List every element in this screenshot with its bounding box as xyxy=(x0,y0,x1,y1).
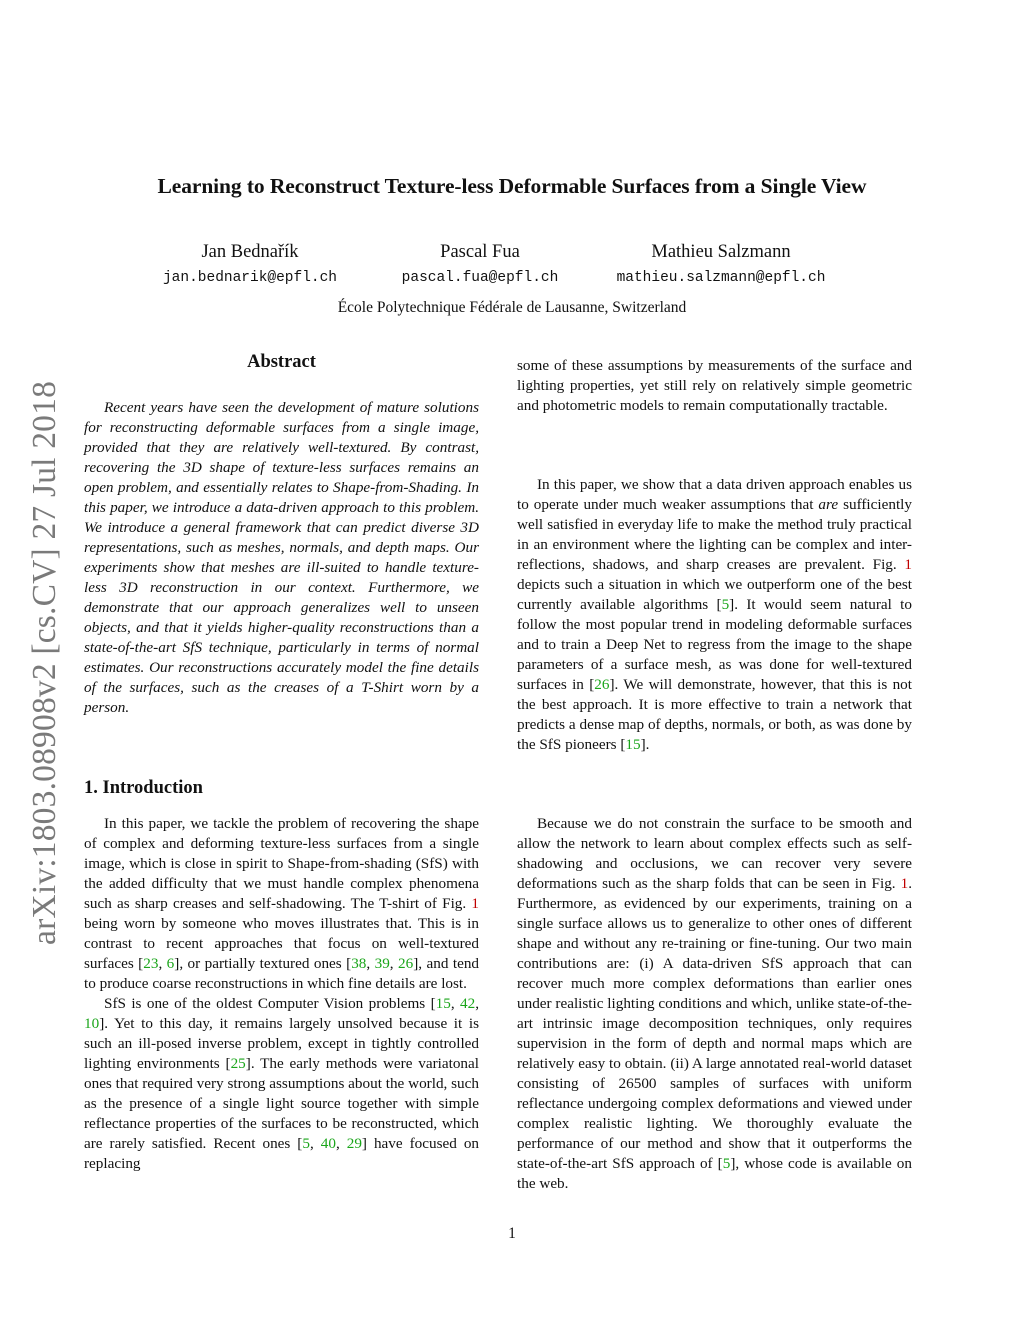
intro-paragraph-5: Because we do not constrain the surface to be smooth and allow the network to learn about complex effects such as self-shadowing and occlusions, we can recover very severe deformations such as the sharp folds that can be seen in Fig. 1. Furthermore, as evidenced by our experiments, training on a single surface allows us to generalize to other ones of different shape and without any re-training or fine-tuning. Our two main contributions are: (i) A data-driven SfS approach that can recover much more complex deformations than earlier ones under realistic lighting conditions and which, unlike state-of-the-art intrinsic image decomposition techniques, only requires supervision in the form of depth and normal maps which are relatively easy to obtain. (ii) A large annotated real-world dataset consisting of 26500 samples of surfaces with uniform reflectance undergoing complex deformations and viewed under complex realistic lighting. We thoroughly evaluate the performance of our method and show that it outperforms the state-of-the-art SfS approach of [5], whose code is available on the web. xyxy=(517,815,912,1192)
citation-ref[interactable]: 26 xyxy=(594,676,610,693)
author-name: Pascal Fua xyxy=(440,242,520,262)
citation-ref[interactable]: 26 xyxy=(398,955,414,972)
affiliation: École Polytechnique Fédérale de Lausanne, Switzerland xyxy=(337,299,687,316)
citation-ref[interactable]: 15 xyxy=(435,995,451,1012)
intro-right-column-middle xyxy=(517,475,912,755)
citation-ref[interactable]: 5 xyxy=(721,596,730,613)
intro-left-column xyxy=(84,814,479,1174)
intro-right-column-top xyxy=(517,356,912,416)
citation-ref[interactable]: 15 xyxy=(625,736,641,753)
intro-paragraph-2: SfS is one of the oldest Computer Vision problems [15, 42, 10]. Yet to this day, it remains largely unsolved because it is such an ill-posed inverse problem, except in tightly controlled lighting environments [25]. The early methods were variatonal ones that required very strong assumptions about the world, such as the presence of a single light source together with simple reflectance properties of the surfaces to be reconstructed, which are rarely satisfied. Recent ones [5, 40, 29] have focused on replacing xyxy=(84,995,480,1172)
intro-right-column-bottom xyxy=(517,814,912,1194)
citation-ref[interactable]: 29 xyxy=(346,1135,362,1152)
citation-ref[interactable]: 23 xyxy=(143,955,159,972)
author-block xyxy=(571,241,871,286)
citation-ref[interactable]: 39 xyxy=(374,955,390,972)
citation-ref[interactable]: 25 xyxy=(230,1055,246,1072)
citation-ref[interactable]: 42 xyxy=(460,995,476,1012)
citation-ref[interactable]: 10 xyxy=(84,1015,100,1032)
intro-paragraph-1: In this paper, we tackle the problem of recovering the shape of complex and deforming texture-less surfaces from a single image, which is close in spirit to Shape-from-shading (SfS) with the added difficulty that we must handle complex phenomena such as sharp creases and self-shadowing. The T-shirt of Fig. 1 being worn by someone who moves illustrates that. This is in contrast to recent approaches that focus on well-textured surfaces [23, 6], or partially textured ones [38, 39, 26], and tend to produce coarse reconstructions in which fine details are lost. xyxy=(84,815,480,992)
arxiv-stamp: arXiv:1803.08908v2 [cs.CV] 27 Jul 2018 xyxy=(26,380,63,945)
author-email: pascal.fua@epfl.ch xyxy=(401,270,559,286)
author-email: mathieu.salzmann@epfl.ch xyxy=(616,270,826,286)
abstract-text: Recent years have seen the development of mature solutions for reconstructing deformable surfaces from a single image, provided that they are relatively well-textured. By contrast, recovering the 3D shape of texture-less surfaces remains an open problem, and essentially relates to Shape-from-Shading. In this paper, we introduce a data-driven approach to this problem. We introduce a general framework that can predict diverse 3D representations, such as meshes, normals, and depth maps. Our experiments show that meshes are ill-suited to handle texture-less 3D reconstruction in our context. Furthermore, we demonstrate that our approach generalizes well to unseen objects, and that it yields higher-quality reconstructions than a state-of-the-art SfS technique, particularly in terms of normal estimates. Our reconstructions accurately model the fine details of the surfaces, such as the creases of a T-Shirt worn by a person. xyxy=(84,399,479,716)
citation-ref[interactable]: 40 xyxy=(320,1135,336,1152)
intro-paragraph-3: some of these assumptions by measurements of the surface and lighting properties, yet still rely on relatively simple geometric and photometric models to remain computationally tractable. xyxy=(517,357,912,414)
abstract-heading: Abstract xyxy=(247,352,316,372)
author-email: jan.bednarik@epfl.ch xyxy=(162,270,338,286)
figure-ref[interactable]: 1 xyxy=(900,875,909,892)
figure-ref[interactable]: 1 xyxy=(904,556,912,573)
citation-ref[interactable]: 38 xyxy=(351,955,367,972)
figure-ref[interactable]: 1 xyxy=(471,895,479,912)
section-heading-introduction: 1. Introduction xyxy=(84,778,203,798)
intro-paragraph-4: In this paper, we show that a data driven approach enables us to operate under much weaker assumptions that are sufficiently well satisfied in everyday life to make the method truly practical in an environment where the lighting can be complex and inter-reflections, shadows, and sharp creases are prevalent. Fig. 1 depicts such a situation in which we outperform one of the best currently available algorithms [5]. It would seem natural to follow the most popular trend in modeling deformable surfaces and to train a Deep Net to regress from the image to the shape parameters of a surface mesh, as was done for well-textured surfaces in [26]. We will demonstrate, however, that this is not the best approach. It is more effective to train a network that predicts a dense map of depths, normals, or both, as was done by the SfS pioneers [15]. xyxy=(517,476,912,753)
page-number: 1 xyxy=(508,1225,516,1242)
citation-ref[interactable]: 6 xyxy=(166,955,175,972)
paper-title: Learning to Reconstruct Texture-less Deformable Surfaces from a Single View xyxy=(157,174,867,198)
author-name: Jan Bednařík xyxy=(201,242,299,262)
author-name: Mathieu Salzmann xyxy=(651,242,791,262)
citation-ref[interactable]: 5 xyxy=(302,1135,310,1152)
abstract-body xyxy=(84,398,479,718)
citation-ref[interactable]: 5 xyxy=(722,1155,731,1172)
